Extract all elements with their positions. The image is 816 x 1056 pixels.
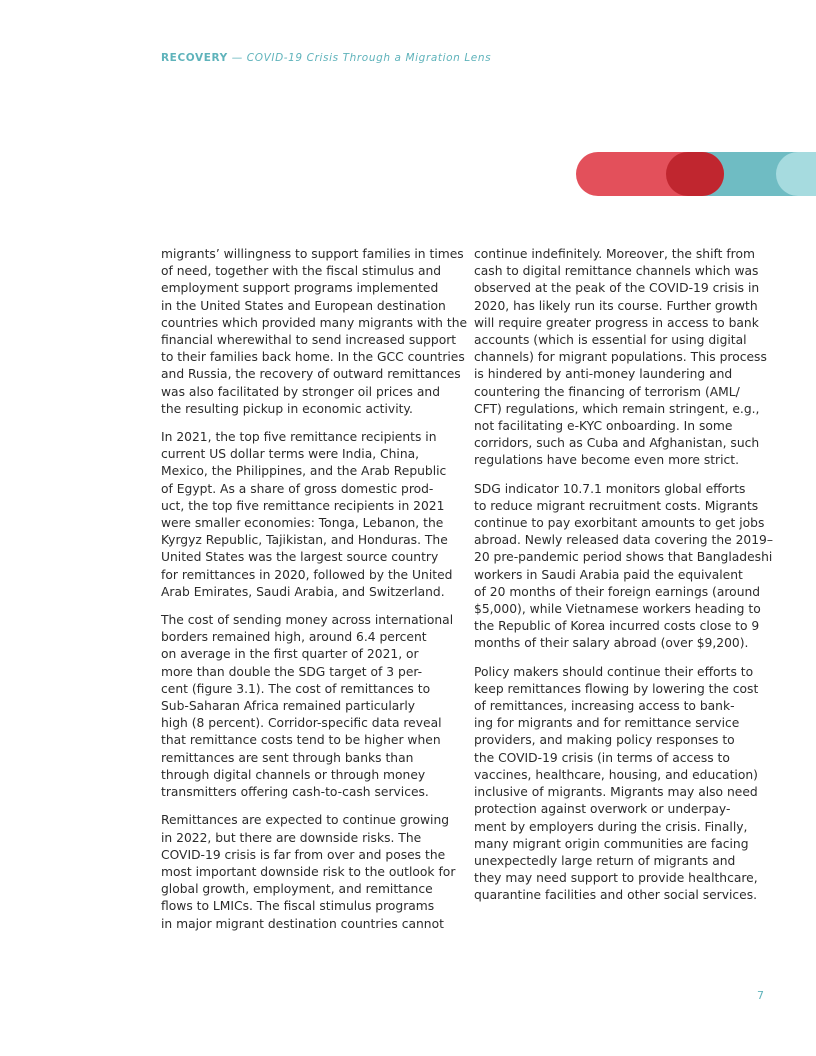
text-line: global growth, employment, and remittance [161, 882, 433, 897]
text-line: the resulting pickup in economic activity. [161, 401, 413, 416]
text-line: ment by employers during the crisis. Finally, [474, 819, 748, 834]
text-line: Kyrgyz Republic, Tajikistan, and Honduras. The [161, 533, 448, 548]
text-line: more than double the SDG target of 3 per- [161, 664, 423, 679]
text-line: in major migrant destination countries cannot [161, 916, 444, 931]
text-line: that remittance costs tend to be higher when [161, 733, 441, 748]
decorative-pill-graphic [576, 152, 816, 196]
dark-red-overlap-shape [666, 152, 724, 196]
paragraph [161, 612, 453, 801]
text-line: In 2021, the top five remittance recipients in [161, 430, 437, 445]
text-line: migrants’ willingness to support families in times [161, 247, 464, 261]
text-line: to their families back home. In the GCC countries [161, 350, 465, 365]
text-line: of Egypt. As a share of gross domestic prod- [161, 481, 434, 496]
text-line: uct, the top five remittance recipients in 2021 [161, 498, 445, 513]
text-line: transmitters offering cash-to-cash services. [161, 785, 429, 800]
text-line: abroad. Newly released data covering the 2019– [474, 533, 774, 548]
text-line: quarantine facilities and other social services. [474, 888, 758, 903]
text-line: protection against overwork or underpay- [474, 802, 731, 817]
text-line: the COVID-19 crisis (in terms of access to [474, 750, 730, 765]
text-line: $5,000), while Vietnamese workers heading to [474, 602, 761, 617]
paragraph [474, 481, 774, 653]
text-line: 2020, has likely run its course. Further growth [474, 298, 758, 313]
right-text-column [474, 246, 774, 916]
text-line: for remittances in 2020, followed by the United [161, 567, 453, 582]
text-line: on average in the first quarter of 2021, or [161, 647, 419, 662]
text-line: will require greater progress in access to bank [474, 315, 759, 330]
paragraph [161, 246, 468, 418]
text-line: Arab Emirates, Saudi Arabia, and Switzerland. [161, 584, 445, 599]
paragraph [161, 429, 453, 601]
text-line: of need, together with the fiscal stimulus and [161, 264, 442, 279]
text-line: Sub-Saharan Africa remained particularly [161, 699, 416, 714]
text-line: workers in Saudi Arabia paid the equivalent [474, 567, 743, 582]
text-line: keep remittances flowing by lowering the cost [474, 681, 759, 696]
text-line: Mexico, the Philippines, and the Arab Republic [161, 464, 447, 479]
text-line: they may need support to provide healthcare, [474, 871, 758, 886]
text-line: many migrant origin communities are facing [474, 836, 749, 851]
text-line: United States was the largest source country [161, 550, 439, 565]
left-text-column [161, 246, 468, 944]
text-line: remittances are sent through banks than [161, 750, 414, 765]
text-line: Policy makers should continue their efforts to [474, 664, 754, 679]
text-line: and Russia, the recovery of outward remittances [161, 367, 461, 382]
text-line: CFT) regulations, which remain stringent, e.g., [474, 401, 760, 416]
text-line: observed at the peak of the COVID-19 crisis in [474, 281, 760, 296]
text-line: not facilitating e-KYC onboarding. In some [474, 419, 733, 434]
text-line: regulations have become even more strict. [474, 453, 740, 468]
text-line: 20 pre-pandemic period shows that Bangladeshi [474, 550, 773, 565]
text-line: to reduce migrant recruitment costs. Migrants [474, 498, 759, 513]
paragraph [474, 246, 766, 470]
text-line: Remittances are expected to continue growing [161, 813, 450, 828]
publication-subtitle: — COVID-19 Crisis Through a Migration Lens [227, 52, 492, 64]
text-line: in 2022, but there are downside risks. The [161, 830, 422, 845]
text-line: high (8 percent). Corridor-specific data reveal [161, 716, 442, 731]
text-line: accounts (which is essential for using digital [474, 333, 747, 348]
text-line: were smaller economies: Tonga, Lebanon, the [161, 516, 444, 531]
section-title: RECOVERY [161, 52, 228, 64]
text-line: continue to pay exorbitant amounts to get jobs [474, 516, 765, 531]
text-line: cash to digital remittance channels which was [474, 264, 759, 279]
paragraph [474, 664, 766, 905]
text-line: financial wherewithal to send increased support [161, 333, 457, 348]
text-line: flows to LMICs. The fiscal stimulus programs [161, 899, 435, 914]
paragraph [161, 812, 456, 932]
text-line: continue indefinitely. Moreover, the shift from [474, 247, 755, 261]
text-line: current US dollar terms were India, China, [161, 447, 420, 462]
text-line: through digital channels or through money [161, 767, 426, 782]
text-line: cent (figure 3.1). The cost of remittances to [161, 681, 431, 696]
text-line: ing for migrants and for remittance service [474, 716, 740, 731]
text-line: vaccines, healthcare, housing, and education) [474, 767, 758, 782]
text-line: unexpectedly large return of migrants and [474, 853, 736, 868]
text-line: is hindered by anti-money laundering and [474, 367, 733, 382]
text-line: The cost of sending money across international [161, 613, 454, 628]
running-header [161, 52, 491, 64]
text-line: the Republic of Korea incurred costs close to 9 [474, 619, 760, 634]
text-line: inclusive of migrants. Migrants may also need [474, 785, 758, 800]
text-line: borders remained high, around 6.4 percent [161, 630, 427, 645]
text-line: most important downside risk to the outlook for [161, 864, 456, 879]
text-line: was also facilitated by stronger oil prices and [161, 384, 441, 399]
text-line: SDG indicator 10.7.1 monitors global efforts [474, 481, 746, 496]
text-line: COVID-19 crisis is far from over and poses the [161, 847, 446, 862]
text-line: employment support programs implemented [161, 281, 439, 296]
text-line: months of their salary abroad (over $9,200). [474, 636, 749, 651]
text-line: channels) for migrant populations. This process [474, 350, 767, 365]
text-line: of remittances, increasing access to bank- [474, 699, 735, 714]
text-line: countries which provided many migrants with the [161, 315, 468, 330]
page-number: 7 [757, 989, 764, 1002]
text-line: corridors, such as Cuba and Afghanistan, such [474, 436, 760, 451]
text-line: providers, and making policy responses to [474, 733, 735, 748]
text-line: countering the financing of terrorism (AML/ [474, 384, 740, 399]
text-line: of 20 months of their foreign earnings (around [474, 584, 761, 599]
text-line: in the United States and European destination [161, 298, 446, 313]
